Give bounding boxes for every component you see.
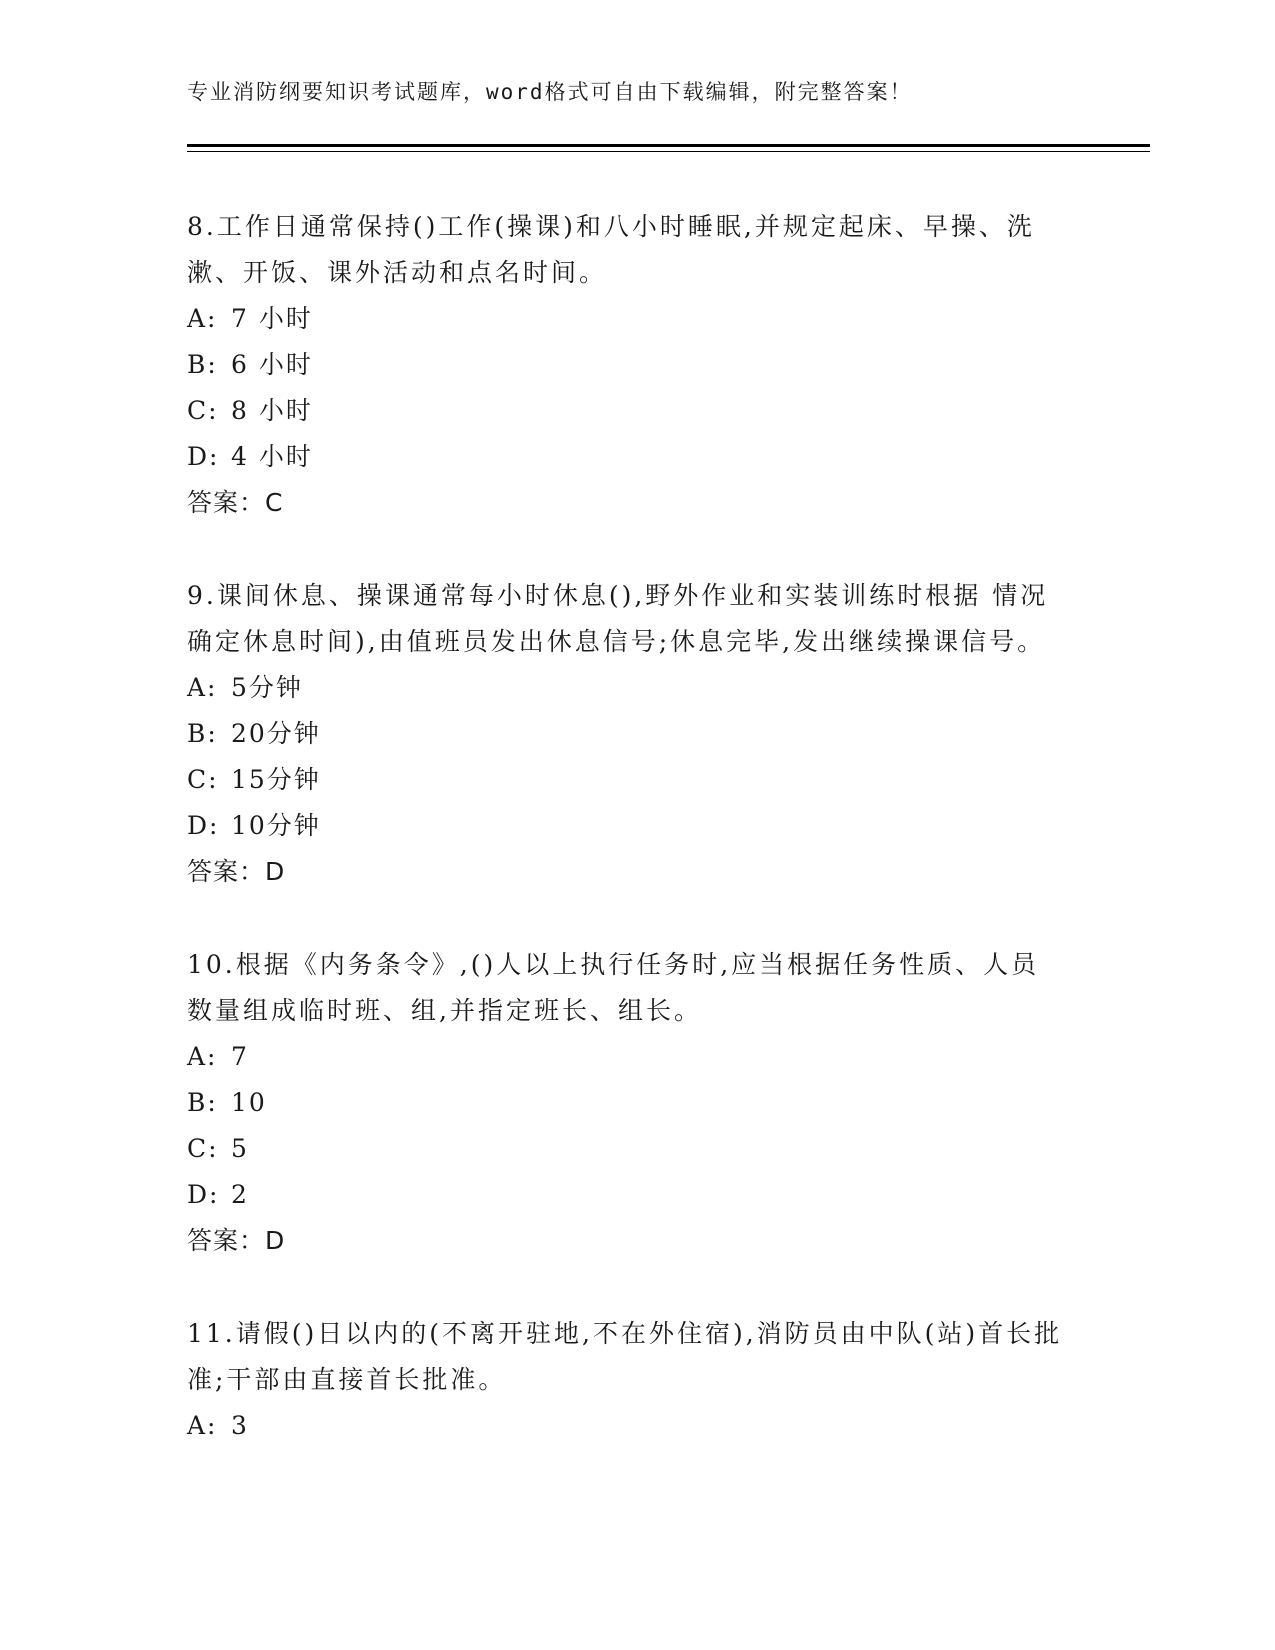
option-text: 7 小时 [231,304,313,333]
option-key: C: [187,1134,219,1163]
question-10 [187,942,1067,1264]
option-text: 10分钟 [231,811,321,840]
option-key: A: [187,1042,218,1071]
question-list [187,204,1067,1496]
option-b [187,1080,1067,1126]
question-stem: 10.根据《内务条令》,()人以上执行任务时,应当根据任务性质、人员数量组成临时班、组,并指定班长、组长。 [187,950,1040,1025]
option-key: C: [187,765,219,794]
header-rule-thick [187,144,1150,147]
question-stem: 9.课间休息、操课通常每小时休息(),野外作业和实装训练时根据 情况确定休息时间),由值班员发出休息信号;休息完毕,发出继续操课信号。 [187,581,1049,656]
option-text: 2 [231,1180,249,1209]
question-9 [187,573,1067,895]
option-key: A: [187,304,218,333]
option-text: 8 小时 [231,396,313,425]
answer-line: 答案：C [187,488,284,517]
option-key: B: [187,1088,218,1117]
option-a [187,296,1067,342]
question-11 [187,1311,1067,1449]
option-text: 15分钟 [231,765,321,794]
answer-line: 答案：D [187,857,286,886]
option-key: B: [187,350,218,379]
option-text: 5分钟 [231,673,303,702]
answer-line: 答案：D [187,1226,286,1255]
header-rule-thin [187,151,1150,152]
option-c [187,1126,1067,1172]
question-stem: 11.请假()日以内的(不离开驻地,不在外住宿),消防员由中队(站)首长批准;干部由直接首长批准。 [187,1319,1063,1394]
option-key: D: [187,442,220,471]
option-key: B: [187,719,218,748]
question-8 [187,204,1067,526]
option-key: A: [187,673,218,702]
question-stem: 8.工作日通常保持()工作(操课)和八小时睡眠,并规定起床、早操、洗漱、开饭、课外活动和点名时间。 [187,212,1035,287]
option-text: 4 小时 [231,442,313,471]
option-b [187,342,1067,388]
option-d [187,803,1067,849]
option-a [187,1403,1067,1449]
document-header: 专业消防纲要知识考试题库，word格式可自由下载编辑，附完整答案！ [187,80,913,104]
option-key: A: [187,1411,218,1440]
option-d [187,434,1067,480]
option-list [187,296,1067,480]
option-text: 7 [231,1042,249,1071]
option-key: D: [187,1180,220,1209]
option-text: 6 小时 [231,350,313,379]
option-text: 3 [231,1411,249,1440]
option-d [187,1172,1067,1218]
option-key: C: [187,396,219,425]
option-a [187,665,1067,711]
option-text: 20分钟 [231,719,321,748]
option-c [187,757,1067,803]
option-key: D: [187,811,220,840]
option-a [187,1034,1067,1080]
option-list [187,665,1067,849]
option-list [187,1403,1067,1449]
option-text: 10 [231,1088,267,1117]
option-text: 5 [231,1134,249,1163]
option-b [187,711,1067,757]
option-list [187,1034,1067,1218]
option-c [187,388,1067,434]
